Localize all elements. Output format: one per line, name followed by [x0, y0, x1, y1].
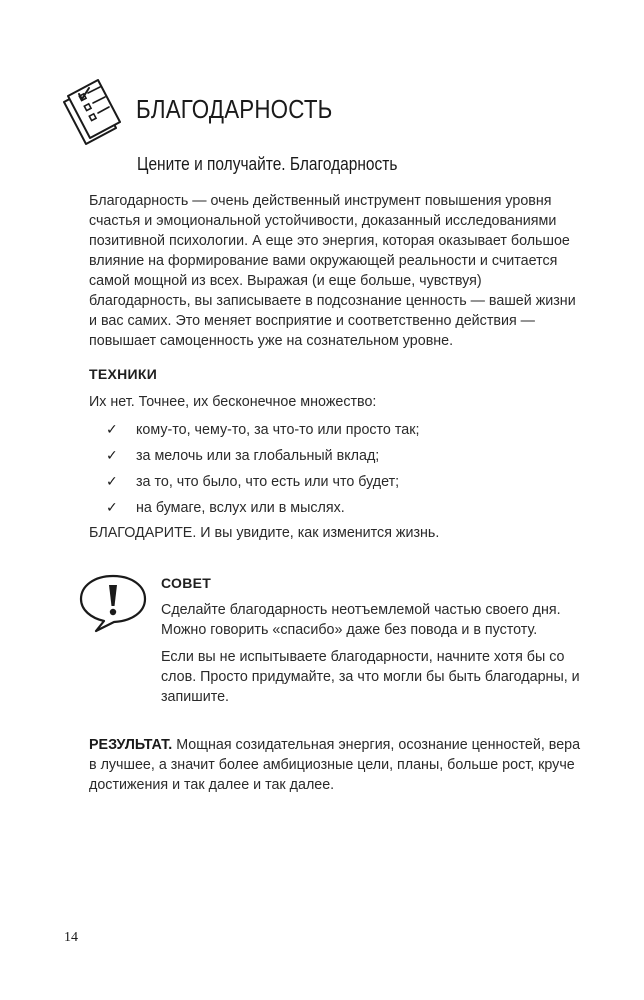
list-item	[100, 472, 419, 498]
techniques-list	[100, 420, 419, 524]
checkmark-icon: ✓	[106, 448, 118, 464]
checkmark-icon: ✓	[106, 500, 118, 516]
techniques-closing: БЛАГОДАРИТЕ. И вы увидите, как изменится жизнь.	[89, 525, 440, 541]
chapter-subtitle: Цените и получайте. Благодарность	[137, 154, 398, 174]
list-item-text: за мелочь или за глобальный вклад;	[136, 448, 380, 464]
list-item	[100, 498, 419, 524]
tip-heading: СОВЕТ	[161, 575, 212, 591]
list-item-text: за то, что было, что есть или что будет;	[136, 474, 400, 490]
intro-paragraph: Благодарность — очень действенный инструмент повышения уровня счастья и эмоциональной устойчивости, доказанный исследованиями позитивной психологии. А еще это энергия, которая оказывает большое влияние на формирование вами окружающей реальности и считается самой мощной из всех. Выражая (и еще больше, чувствуя) благодарность, вы записываете в подсознание ценность — вашей жизни и вас самих. Это меняет восприятие и соответственно действия — повышает самоценность уже на сознательном уровне.	[89, 193, 576, 349]
chapter-title: БЛАГОДАРНОСТЬ	[136, 94, 333, 124]
checkmark-icon: ✓	[106, 422, 118, 438]
tip-paragraph-1: Сделайте благодарность неотъемлемой частью своего дня. Можно говорить «спасибо» даже без повода и в пустоту.	[161, 602, 561, 638]
list-item-text: на бумаге, вслух или в мыслях.	[136, 500, 345, 516]
list-item-text: кому-то, чему-то, за что-то или просто так;	[136, 422, 420, 438]
techniques-lead: Их нет. Точнее, их бесконечное множество:	[89, 394, 377, 410]
techniques-heading: ТЕХНИКИ	[89, 366, 158, 382]
list-item	[100, 446, 419, 472]
page-number: 14	[64, 930, 78, 945]
result-paragraph	[89, 735, 581, 795]
result-label: РЕЗУЛЬТАТ.	[89, 737, 173, 753]
result-text: Мощная созидательная энергия, осознание ценностей, вера в лучшее, а значит более амбициозные цели, планы, больше рост, круче достижения и так далее и так далее.	[89, 737, 581, 793]
checkmark-icon: ✓	[106, 474, 118, 490]
exclamation-speech-bubble-icon	[76, 572, 150, 634]
list-item	[100, 420, 419, 446]
tip-paragraph-2: Если вы не испытываете благодарности, начните хотя бы со слов. Просто придумайте, за что могли бы быть благодарны, и запишите.	[161, 649, 580, 705]
checklist-papers-icon	[60, 74, 122, 150]
